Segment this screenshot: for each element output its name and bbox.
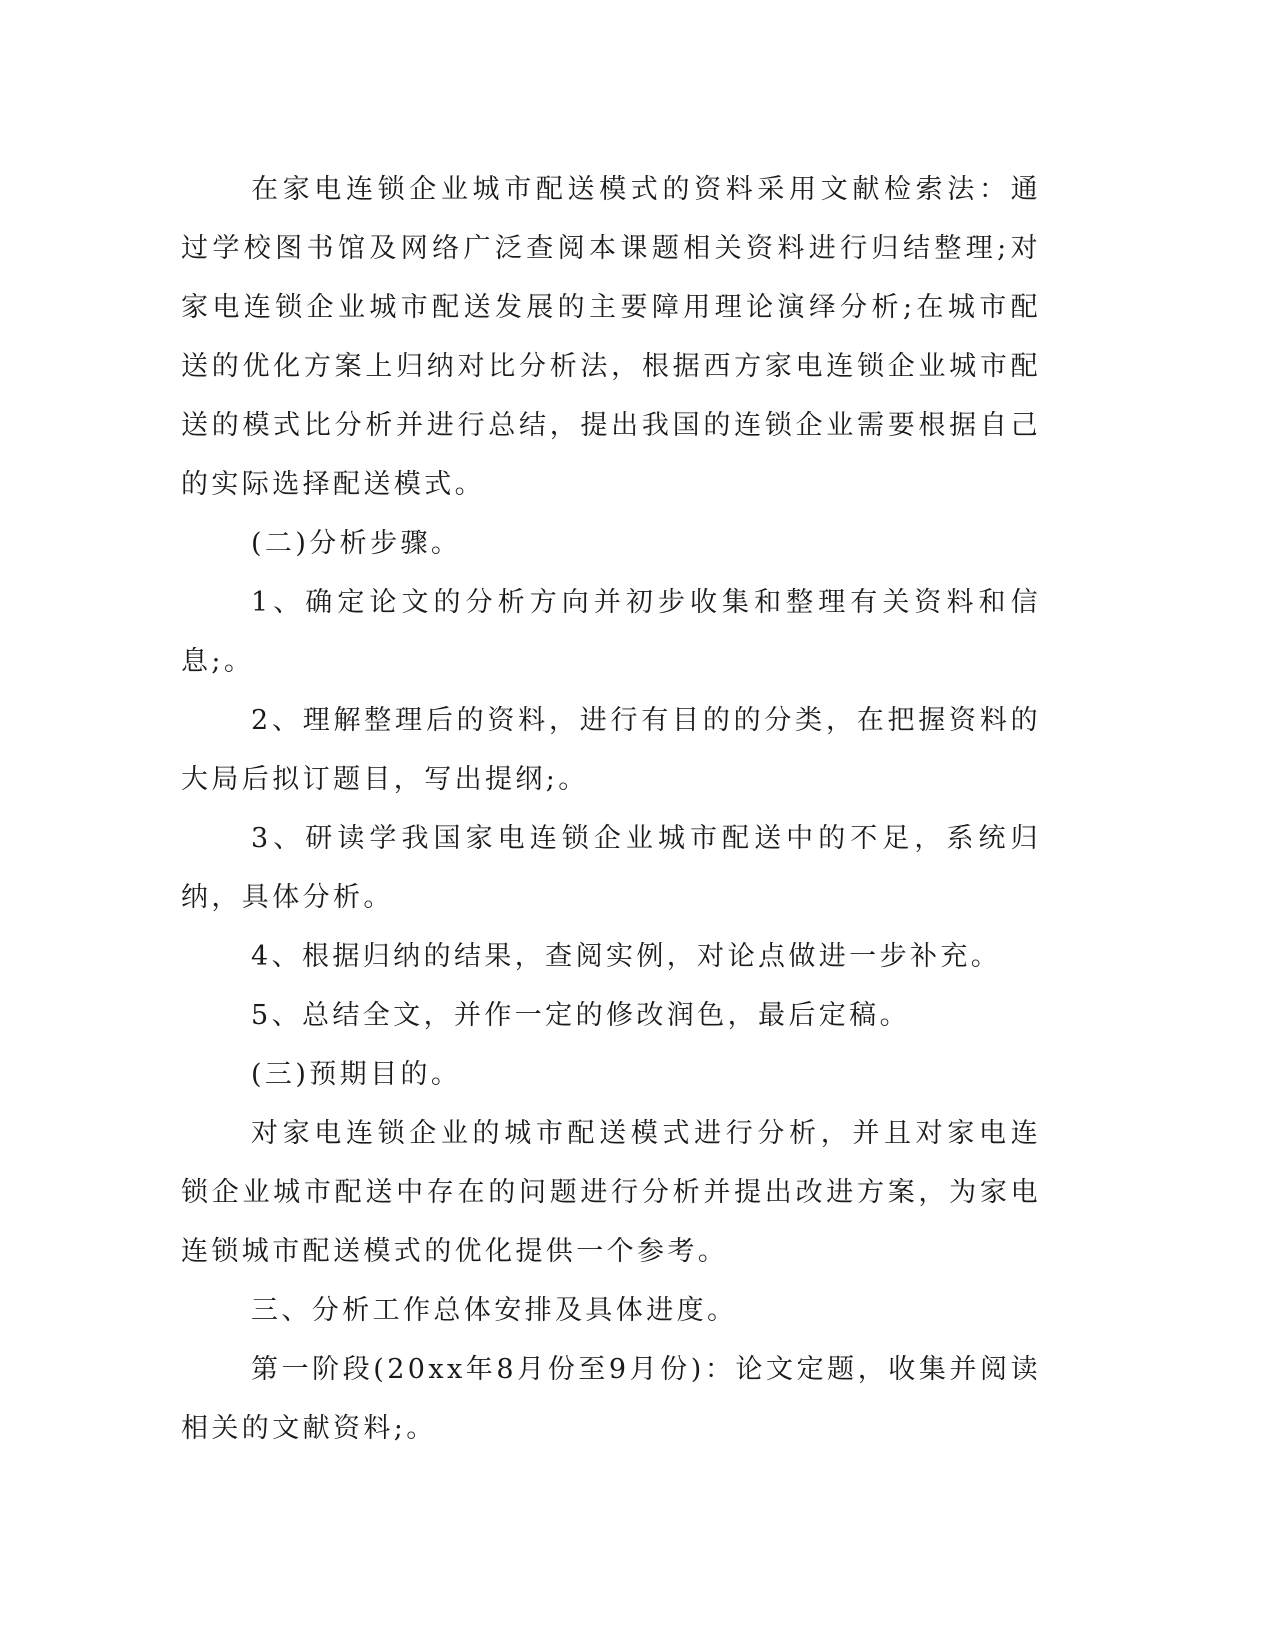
paragraph-research-method: 在家电连锁企业城市配送模式的资料采用文献检索法：通过学校图书馆及网络广泛查阅本课题相关资料进行归结整理;对家电连锁企业城市配送发展的主要障用理论演绎分析;在城市配送的优化方案上归纳对比分析法，根据西方家电连锁企业城市配送的模式比分析并进行总结，提出我国的连锁企业需要根据自己的实际选择配送模式。 bbox=[181, 174, 1041, 500]
step-3: 3、研读学我国家电连锁企业城市配送中的不足，系统归纳，具体分析。 bbox=[181, 823, 1041, 913]
step-4: 4、根据归纳的结果，查阅实例，对论点做进一步补充。 bbox=[251, 941, 1002, 972]
step-5: 5、总结全文，并作一定的修改润色，最后定稿。 bbox=[251, 1000, 910, 1031]
heading-schedule: 三、分析工作总体安排及具体进度。 bbox=[251, 1295, 738, 1326]
paragraph-expected-goal: 对家电连锁企业的城市配送模式进行分析，并且对家电连锁企业城市配送中存在的问题进行分析并提出改进方案，为家电连锁城市配送模式的优化提供一个参考。 bbox=[181, 1118, 1041, 1267]
document-body bbox=[181, 160, 1041, 1458]
step-1: 1、确定论文的分析方向并初步收集和整理有关资料和信息;。 bbox=[181, 587, 1041, 677]
step-2: 2、理解整理后的资料，进行有目的的分类，在把握资料的大局后拟订题目，写出提纲;。 bbox=[181, 705, 1041, 795]
heading-analysis-steps: (二)分析步骤。 bbox=[251, 528, 462, 559]
heading-expected-goal: (三)预期目的。 bbox=[251, 1059, 462, 1090]
paragraph-stage-1: 第一阶段(20xx年8月份至9月份)：论文定题，收集并阅读相关的文献资料;。 bbox=[181, 1354, 1041, 1444]
